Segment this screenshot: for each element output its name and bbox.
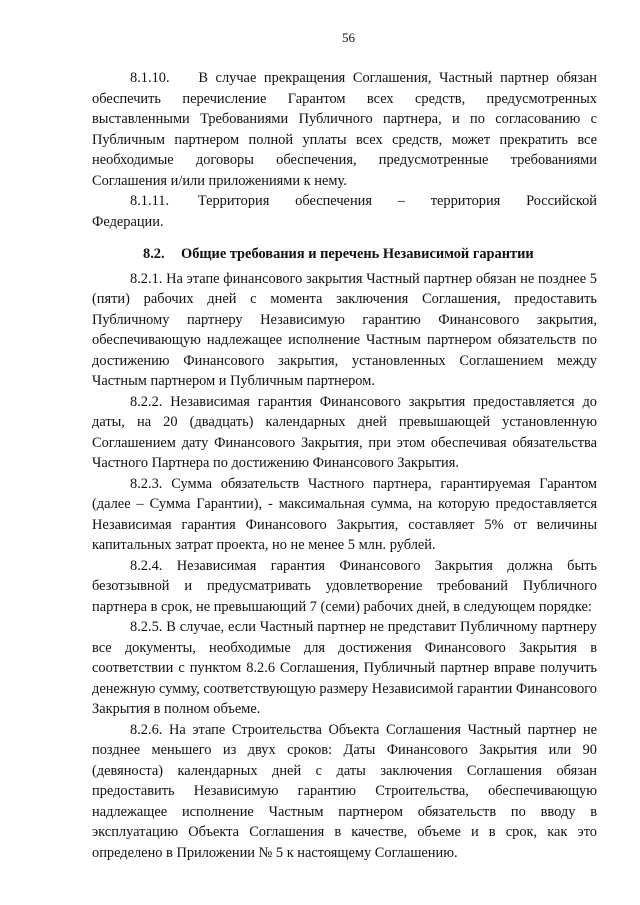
paragraph-8-2-2: 8.2.2. Независимая гарантия Финансового закрытия предоставляется до даты, на 20 (двадцать) календарных дней превышающей установленную Соглашением дату Финансового Закрытия, при этом обеспечивая обязательства Частного Партнера по достижению Финансового Закрытия. <box>92 393 597 471</box>
paragraph-8-2-6: 8.2.6. На этапе Строительства Объекта Соглашения Частный партнер не позднее меньшего из двух сроков: Даты Финансового Закрытия или 90 (девяноста) календарных дней с даты заключения Соглашения обязан предоставить Независимую гарантию Строительства, обеспечивающую надлежащее исполнение Частным партнером обязательств по вводу в эксплуатацию Объекта Соглашения в качестве, объеме и в срок, как это определено в Приложении № 5 к настоящему Соглашению. <box>92 721 597 861</box>
section-title: Общие требования и перечень Независимой гарантии <box>181 246 534 262</box>
paragraph-8-1-11: 8.1.11. Территория обеспечения – территория Российской Федерации. <box>92 193 597 230</box>
paragraph-8-2-4: 8.2.4. Независимая гарантия Финансового Закрытия должна быть безотзывной и предусматривать удовлетворение требований Публичного партнера в срок, не превышающий 7 (семи) рабочих дней, в следующем порядке: <box>92 557 597 615</box>
paragraph-8-2-3: 8.2.3. Сумма обязательств Частного партнера, гарантируемая Гарантом (далее – Сумма Гарантии), - максимальная сумма, на которую предоставляется Независимая гарантия Финансового Закрытия, составляет 5% от величины капитальных затрат проекта, но не менее 5 млн. рублей. <box>92 475 597 553</box>
paragraph-8-2-5: 8.2.5. В случае, если Частный партнер не представит Публичному партнеру все документы, необходимые для достижения Финансового Закрытия в соответствии с пунктом 8.2.6 Соглашения, Публичный партнер вправе получить денежную сумму, соответствующую размеру Независимой гарантии Финансового Закрытия в полном объеме. <box>92 619 597 717</box>
paragraph-8-2-1: 8.2.1. На этапе финансового закрытия Частный партнер обязан не позднее 5 (пяти) рабочих дней с момента заключения Соглашения, предоставить Публичному партнеру Независимую гарантию Финансового закрытия, обеспечивающую надлежащее исполнение Частным партнером обязательств по достижению Финансового закрытия, установленных Соглашением между Частным партнером и Публичным партнером. <box>92 270 597 389</box>
section-heading <box>92 244 597 265</box>
document-page <box>92 30 597 863</box>
page-number: 56 <box>342 30 355 45</box>
paragraph-8-1-10: 8.1.10. В случае прекращения Соглашения, Частный партнер обязан обеспечить перечисление Гарантом всех средств, предусмотренных выставленными Требованиями Публичного партнера, и по согласованию с Публичным партнером полной уплаты всех средств, может прекратить все необходимые договоры обеспечения, предусмотренные требованиями Соглашения и/или приложениями к нему. <box>92 70 597 189</box>
section-number: 8.2. <box>143 246 165 262</box>
